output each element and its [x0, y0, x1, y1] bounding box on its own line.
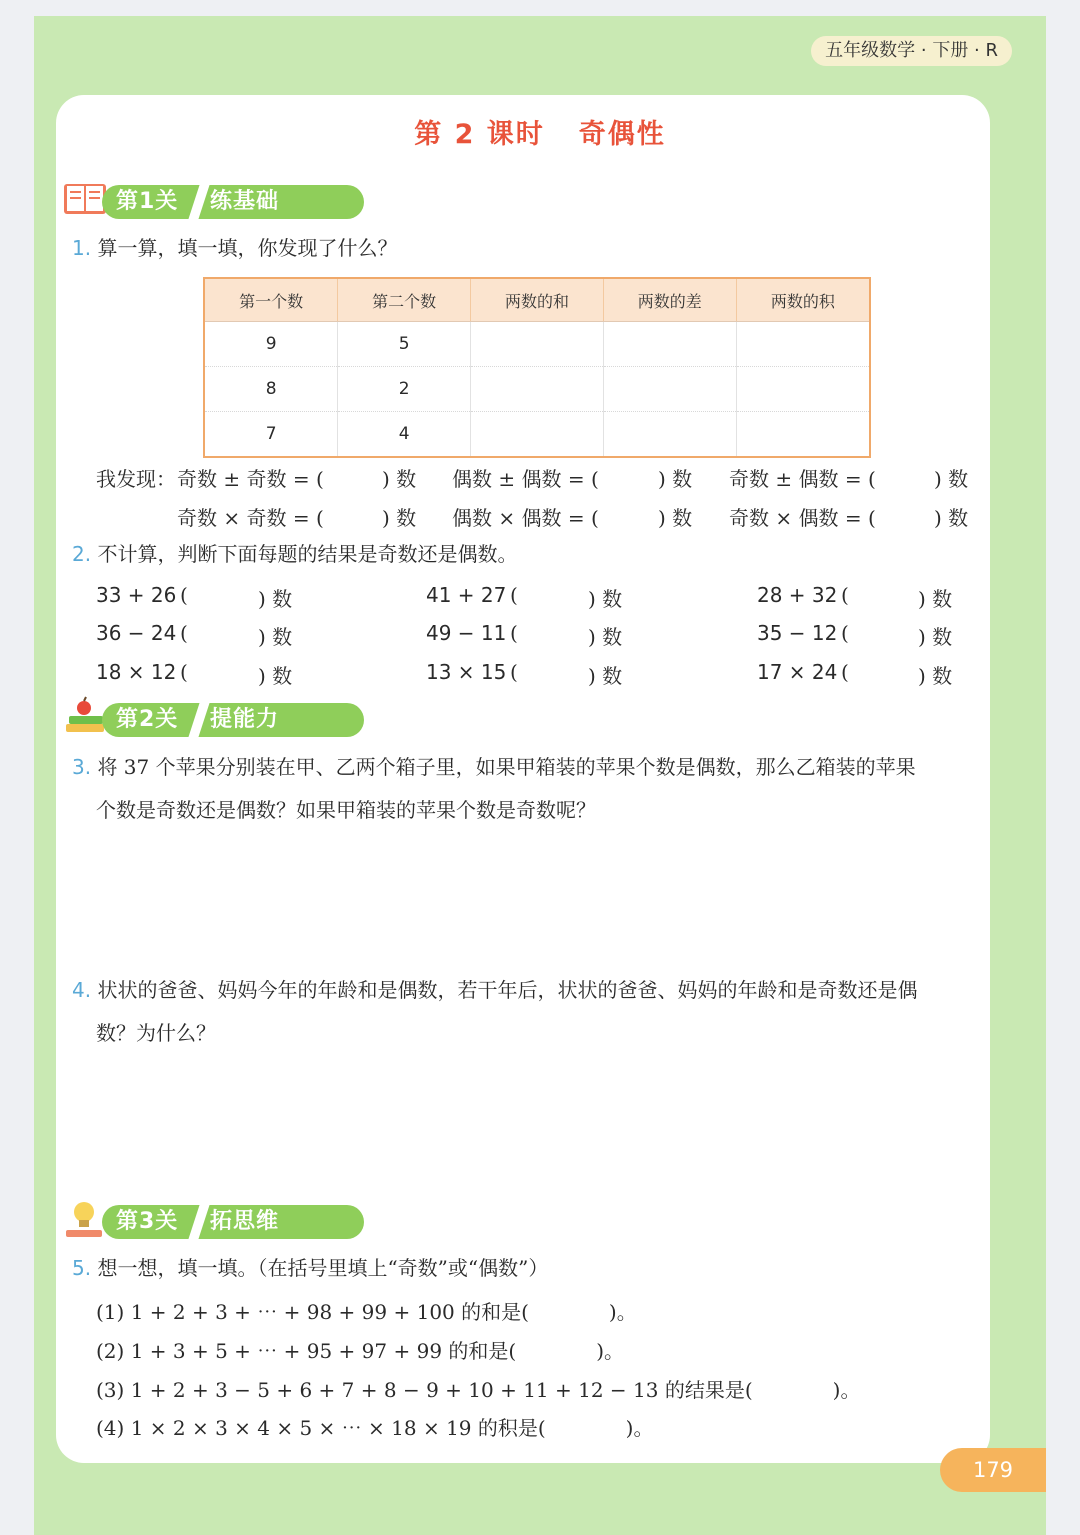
q2-expression: 33 + 26	[96, 583, 177, 607]
paren-open: (	[510, 660, 518, 684]
cell-difference[interactable]	[603, 367, 736, 412]
level-pill	[102, 1205, 364, 1239]
paren-open: (	[180, 583, 188, 607]
cell-second: 5	[338, 322, 471, 367]
cell-second: 2	[338, 367, 471, 412]
finding-expr: 奇数 × 奇数 = (	[177, 506, 324, 530]
finding-blank-close[interactable]: ) 数	[934, 467, 969, 491]
level-label: 第3关	[116, 1209, 179, 1234]
cell-first: 7	[204, 412, 338, 458]
question-4	[72, 970, 917, 1010]
finding-blank-close[interactable]: ) 数	[934, 506, 969, 530]
lesson-topic: 奇偶性	[578, 119, 666, 150]
cell-sum[interactable]	[471, 412, 604, 458]
question-number: 4.	[72, 978, 92, 1002]
answer-blank[interactable]: ) 数	[918, 625, 953, 649]
q2-expression: 35 − 12	[757, 621, 838, 645]
level-name: 拓思维	[210, 1209, 280, 1234]
question-text-cont: 数？为什么？	[96, 1021, 216, 1045]
finding-expr: 奇数 ± 偶数 = (	[729, 467, 876, 491]
paren-open: (	[510, 583, 518, 607]
answer-blank[interactable]: ) 数	[588, 664, 623, 688]
q5-item: (3) 1 + 2 + 3 − 5 + 6 + 7 + 8 − 9 + 10 + 11 + 12 − 13 的结果是( )。	[96, 1378, 861, 1402]
q2-expression: 18 × 12	[96, 660, 177, 684]
finding-blank-close[interactable]: ) 数	[382, 467, 417, 491]
q2-expression: 36 − 24	[96, 621, 177, 645]
col-header: 两数的积	[736, 278, 870, 322]
q2-expression: 17 × 24	[757, 660, 838, 684]
question-text: 想一想，填一填。（在括号里填上“奇数”或“偶数”）	[97, 1256, 549, 1280]
q5-item: (4) 1 × 2 × 3 × 4 × 5 × ⋯ × 18 × 19 的积是( )。	[96, 1416, 654, 1440]
finding-blank-close[interactable]: ) 数	[658, 467, 693, 491]
page-number: 179	[940, 1448, 1046, 1492]
cell-sum[interactable]	[471, 322, 604, 367]
q5-item: (2) 1 + 3 + 5 + ⋯ + 95 + 97 + 99 的和是( )。	[96, 1339, 625, 1363]
cell-product[interactable]	[736, 322, 870, 367]
col-header: 两数的和	[471, 278, 604, 322]
q2-expression: 41 + 27	[426, 583, 507, 607]
cell-first: 8	[204, 367, 338, 412]
question-1	[72, 228, 397, 268]
paren-open: (	[841, 583, 849, 607]
paren-open: (	[180, 621, 188, 645]
cell-product[interactable]	[736, 367, 870, 412]
table-header-row	[204, 278, 870, 322]
level-label: 第1关	[116, 189, 179, 214]
q2-expression: 13 × 15	[426, 660, 507, 684]
q2-expression: 28 + 32	[757, 583, 838, 607]
answer-blank[interactable]: ) 数	[588, 625, 623, 649]
lesson-title	[0, 112, 1080, 151]
col-header: 第二个数	[338, 278, 471, 322]
question-number: 1.	[72, 236, 92, 260]
table-row	[204, 367, 870, 412]
question-number: 2.	[72, 542, 92, 566]
cell-difference[interactable]	[603, 322, 736, 367]
cell-second: 4	[338, 412, 471, 458]
col-header: 两数的差	[603, 278, 736, 322]
level-pill	[102, 703, 364, 737]
answer-blank[interactable]: ) 数	[588, 587, 623, 611]
q5-item: (1) 1 + 2 + 3 + ⋯ + 98 + 99 + 100 的和是( )。	[96, 1300, 637, 1324]
cell-difference[interactable]	[603, 412, 736, 458]
finding-blank-close[interactable]: ) 数	[382, 506, 417, 530]
question-text-cont: 个数是奇数还是偶数？如果甲箱装的苹果个数是奇数呢？	[96, 798, 596, 822]
paren-open: (	[510, 621, 518, 645]
finding-expr: 奇数 × 偶数 = (	[729, 506, 876, 530]
level-name: 练基础	[210, 189, 280, 214]
paren-open: (	[841, 660, 849, 684]
pill-separator	[188, 185, 209, 219]
finding-expr: 奇数 ± 奇数 = (	[177, 467, 324, 491]
question-text: 状状的爸爸、妈妈今年的年龄和是偶数，若干年后，状状的爸爸、妈妈的年龄和是奇数还是偶	[97, 978, 918, 1002]
lesson-number: 第 2 课时	[414, 119, 545, 150]
answer-blank[interactable]: ) 数	[258, 664, 293, 688]
paren-open: (	[841, 621, 849, 645]
question-number: 5.	[72, 1256, 92, 1280]
level-label: 第2关	[116, 707, 179, 732]
finding-blank-close[interactable]: ) 数	[658, 506, 693, 530]
question-text: 不计算，判断下面每题的结果是奇数还是偶数。	[97, 542, 518, 566]
pill-separator	[188, 1205, 209, 1239]
answer-blank[interactable]: ) 数	[258, 587, 293, 611]
answer-blank[interactable]: ) 数	[918, 587, 953, 611]
finding-expr: 偶数 ± 偶数 = (	[452, 467, 599, 491]
table-row	[204, 412, 870, 458]
paren-open: (	[180, 660, 188, 684]
answer-blank[interactable]: ) 数	[258, 625, 293, 649]
cell-sum[interactable]	[471, 367, 604, 412]
calc-table	[203, 277, 871, 458]
col-header: 第一个数	[204, 278, 338, 322]
question-number: 3.	[72, 755, 92, 779]
question-text: 算一算，填一填，你发现了什么？	[97, 236, 398, 260]
cell-first: 9	[204, 322, 338, 367]
level-name: 提能力	[210, 707, 280, 732]
discover-label: 我发现：	[96, 467, 176, 491]
answer-blank[interactable]: ) 数	[918, 664, 953, 688]
pill-separator	[188, 703, 209, 737]
book-label: 五年级数学 · 下册 · R	[811, 36, 1012, 66]
level-pill	[102, 185, 364, 219]
finding-expr: 偶数 × 偶数 = (	[452, 506, 599, 530]
table-row	[204, 322, 870, 367]
question-5	[72, 1248, 548, 1288]
question-3	[72, 747, 916, 787]
q2-expression: 49 − 11	[426, 621, 507, 645]
question-text: 将 37 个苹果分别装在甲、乙两个箱子里，如果甲箱装的苹果个数是偶数，那么乙箱装的苹果	[97, 755, 916, 779]
cell-product[interactable]	[736, 412, 870, 458]
question-2	[72, 534, 517, 574]
